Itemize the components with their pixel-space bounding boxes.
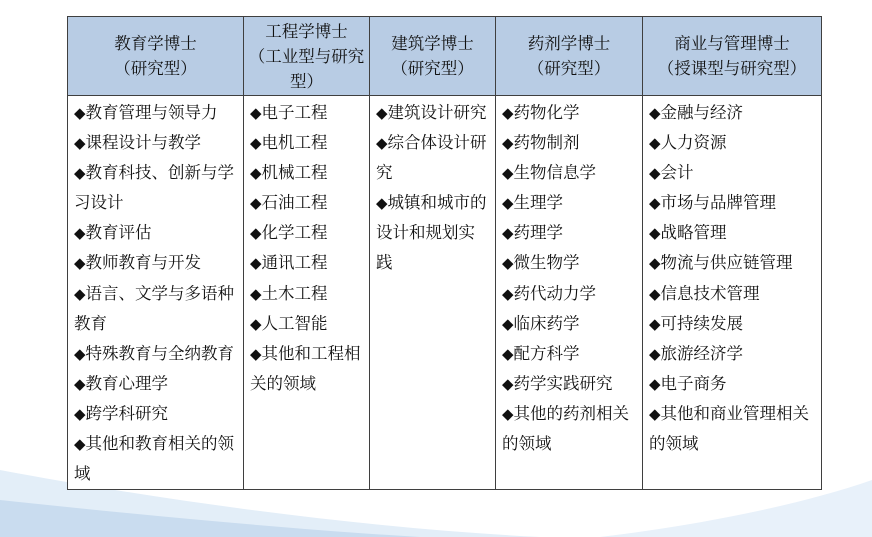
column-subtitle: （研究型） [527, 59, 611, 78]
diamond-bullet-icon: ◆ [502, 134, 514, 153]
diamond-bullet-icon: ◆ [649, 314, 661, 333]
field-item [649, 279, 817, 309]
diamond-bullet-icon: ◆ [502, 224, 514, 243]
field-item-label: 临床药学 [513, 313, 580, 333]
field-item [74, 399, 239, 429]
field-item [250, 98, 365, 128]
field-item [250, 158, 365, 188]
field-item-label: 机械工程 [261, 163, 328, 183]
field-item [74, 218, 239, 248]
diamond-bullet-icon: ◆ [649, 104, 661, 122]
table-body-row [68, 96, 822, 490]
field-item-label: 特殊教育与全纳教育 [85, 343, 235, 363]
field-item [502, 339, 638, 369]
field-item-label: 人工智能 [261, 313, 328, 333]
diamond-bullet-icon: ◆ [250, 194, 262, 213]
field-item [502, 309, 638, 339]
column-title: 商业与管理博士 [674, 34, 790, 53]
diamond-bullet-icon: ◆ [74, 404, 86, 423]
field-item [502, 399, 638, 459]
diamond-bullet-icon: ◆ [649, 404, 661, 423]
field-item [74, 128, 239, 158]
cell-education-fields [68, 96, 244, 490]
diamond-bullet-icon: ◆ [250, 224, 262, 243]
diamond-bullet-icon: ◆ [649, 254, 661, 273]
diamond-bullet-icon: ◆ [649, 284, 661, 303]
diamond-bullet-icon: ◆ [250, 254, 262, 273]
field-item-label: 建筑设计研究 [387, 103, 487, 122]
field-item [502, 128, 638, 158]
field-item-label: 生物信息学 [513, 163, 597, 183]
field-item [74, 158, 239, 218]
diamond-bullet-icon: ◆ [250, 284, 262, 303]
field-item [649, 399, 817, 459]
field-item-label: 电机工程 [261, 133, 328, 153]
field-item-label: 市场与品牌管理 [660, 193, 777, 213]
diamond-bullet-icon: ◆ [74, 284, 86, 303]
diamond-bullet-icon: ◆ [74, 344, 86, 363]
field-item [502, 98, 638, 128]
field-item-label: 电子商务 [660, 373, 727, 393]
diamond-bullet-icon: ◆ [250, 164, 262, 183]
field-item-label: 课程设计与教学 [85, 133, 202, 153]
diamond-bullet-icon: ◆ [376, 104, 388, 122]
field-item [502, 248, 638, 278]
diamond-bullet-icon: ◆ [376, 194, 388, 213]
diamond-bullet-icon: ◆ [250, 344, 262, 363]
field-item-label: 城镇和城市的设计和规划实践 [376, 193, 487, 273]
field-item [376, 128, 491, 188]
field-item-label: 其他和工程相关的领域 [250, 343, 361, 393]
diamond-bullet-icon: ◆ [502, 164, 514, 183]
field-item [74, 339, 239, 369]
field-item-label: 战略管理 [660, 223, 727, 243]
diamond-bullet-icon: ◆ [502, 344, 514, 363]
field-item-label: 金融与经济 [660, 103, 744, 122]
diamond-bullet-icon: ◆ [74, 104, 86, 122]
column-title: 教育学博士 [114, 34, 197, 53]
field-item [250, 279, 365, 309]
field-item [250, 248, 365, 278]
field-item [649, 188, 817, 218]
diamond-bullet-icon: ◆ [649, 344, 661, 363]
header-engineering [244, 17, 370, 96]
column-title: 工程学博士 [265, 21, 348, 41]
field-item [502, 279, 638, 309]
diamond-bullet-icon: ◆ [250, 314, 262, 333]
field-item-label: 化学工程 [261, 223, 328, 243]
field-item [74, 429, 239, 489]
header-business-management [643, 17, 822, 96]
diamond-bullet-icon: ◆ [649, 134, 661, 153]
field-item [74, 248, 239, 278]
field-item [502, 369, 638, 399]
field-item [250, 188, 365, 218]
field-item [250, 218, 365, 248]
field-item-label: 教育管理与领导力 [85, 103, 218, 122]
field-item-label: 生理学 [513, 193, 564, 213]
column-title: 药剂学博士 [527, 34, 611, 53]
field-item [649, 309, 817, 339]
field-item [502, 158, 638, 188]
diamond-bullet-icon: ◆ [74, 164, 86, 183]
cell-engineering-fields [244, 96, 370, 490]
diamond-bullet-icon: ◆ [502, 374, 514, 393]
field-item-label: 跨学科研究 [85, 403, 169, 423]
field-item-label: 药学实践研究 [513, 373, 613, 393]
field-item [649, 218, 817, 248]
field-item [649, 158, 817, 188]
header-pharmacy [496, 17, 643, 96]
field-item-label: 微生物学 [513, 253, 580, 273]
table-header-row [68, 17, 822, 96]
field-item [74, 369, 239, 399]
column-title: 建筑学博士 [391, 34, 474, 53]
field-item [649, 369, 817, 399]
field-item [376, 188, 491, 278]
diamond-bullet-icon: ◆ [502, 284, 514, 303]
diamond-bullet-icon: ◆ [649, 374, 661, 393]
field-item-label: 信息技术管理 [660, 283, 760, 303]
field-item-label: 教育科技、创新与学习设计 [74, 163, 235, 213]
diamond-bullet-icon: ◆ [649, 194, 661, 213]
cell-business-fields [643, 96, 822, 490]
diamond-bullet-icon: ◆ [502, 194, 514, 213]
field-item [649, 248, 817, 278]
field-item-label: 土木工程 [261, 283, 328, 303]
field-item-label: 人力资源 [660, 133, 727, 153]
field-item-label: 药理学 [513, 223, 564, 243]
field-item-label: 其他和教育相关的领域 [74, 434, 235, 484]
diamond-bullet-icon: ◆ [250, 134, 262, 153]
diamond-bullet-icon: ◆ [74, 435, 86, 454]
diamond-bullet-icon: ◆ [250, 104, 262, 122]
diamond-bullet-icon: ◆ [502, 404, 514, 423]
field-item-label: 旅游经济学 [660, 343, 744, 363]
field-item-label: 可持续发展 [660, 313, 744, 333]
column-subtitle: （研究型） [391, 59, 474, 78]
diamond-bullet-icon: ◆ [649, 164, 661, 183]
field-item-label: 其他和商业管理相关的领域 [649, 403, 810, 454]
field-item [376, 98, 491, 128]
diamond-bullet-icon: ◆ [74, 134, 86, 153]
doctorate-programs-table [67, 16, 822, 490]
field-item [649, 339, 817, 369]
diamond-bullet-icon: ◆ [74, 224, 86, 243]
field-item [74, 98, 239, 128]
field-item-label: 其他的药剂相关的领域 [502, 403, 630, 454]
field-item-label: 石油工程 [261, 193, 328, 213]
field-item [74, 279, 239, 339]
field-item-label: 教育心理学 [85, 373, 169, 393]
column-subtitle: （工业型与研究型） [248, 46, 365, 91]
field-item-label: 通讯工程 [261, 253, 328, 273]
field-item [502, 218, 638, 248]
field-item [250, 339, 365, 399]
field-item-label: 药代动力学 [513, 283, 597, 303]
field-item-label: 综合体设计研究 [376, 133, 487, 183]
field-item-label: 教育评估 [85, 223, 152, 243]
field-item-label: 物流与供应链管理 [660, 253, 793, 273]
field-item [649, 98, 817, 128]
column-subtitle: （授课型与研究型） [657, 59, 807, 78]
field-item-label: 电子工程 [261, 103, 328, 122]
header-education [68, 17, 244, 96]
field-item [250, 309, 365, 339]
diamond-bullet-icon: ◆ [502, 254, 514, 273]
cell-architecture-fields [370, 96, 496, 490]
cell-pharmacy-fields [496, 96, 643, 490]
diamond-bullet-icon: ◆ [376, 134, 388, 153]
diamond-bullet-icon: ◆ [502, 104, 514, 122]
field-item-label: 会计 [660, 163, 694, 183]
field-item-label: 教师教育与开发 [85, 253, 202, 273]
diamond-bullet-icon: ◆ [502, 314, 514, 333]
field-item [250, 128, 365, 158]
field-item-label: 药物制剂 [513, 133, 580, 153]
header-architecture [370, 17, 496, 96]
field-item [649, 128, 817, 158]
field-item-label: 配方科学 [513, 343, 580, 363]
diamond-bullet-icon: ◆ [74, 254, 86, 273]
diamond-bullet-icon: ◆ [649, 224, 661, 243]
diamond-bullet-icon: ◆ [74, 374, 86, 393]
field-item [502, 188, 638, 218]
field-item-label: 药物化学 [513, 103, 580, 122]
field-item-label: 语言、文学与多语种教育 [74, 283, 235, 333]
column-subtitle: （研究型） [114, 59, 197, 78]
